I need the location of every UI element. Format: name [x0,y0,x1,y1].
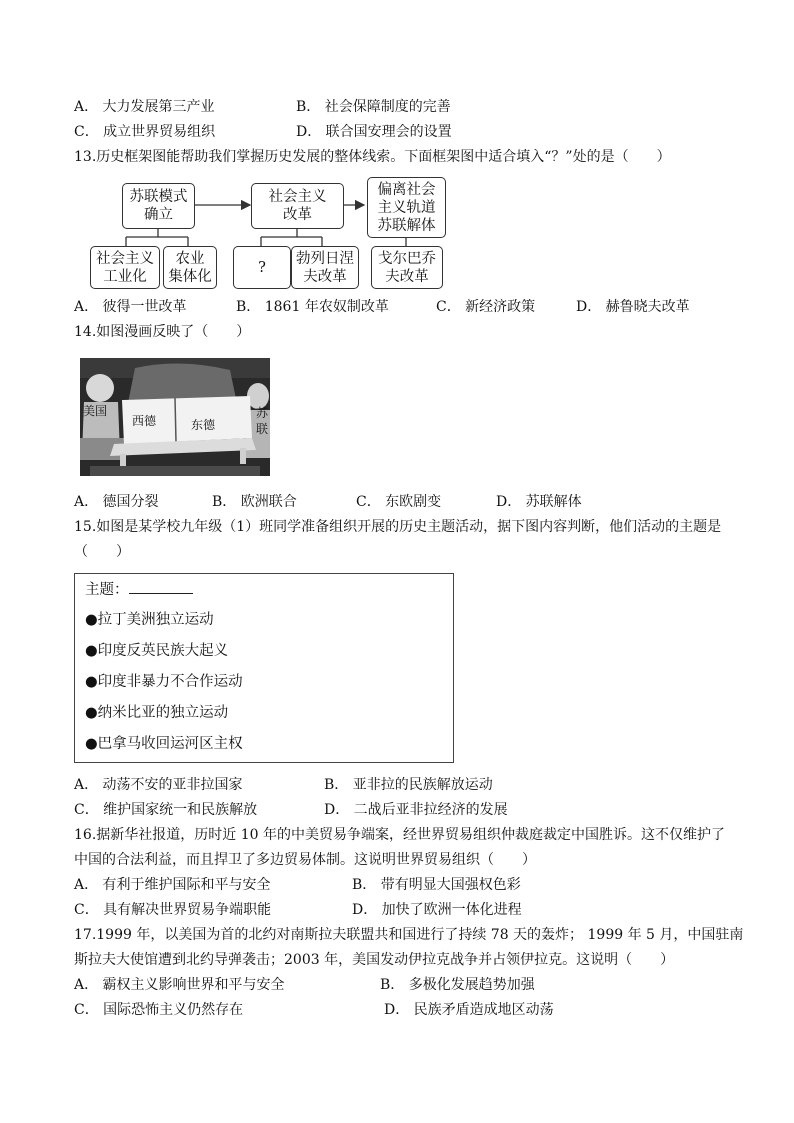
q13-option-d: D． 赫鲁晓夫改革 [576,299,690,315]
box-unknown: ? [233,246,291,289]
box-industrialization: 社会主义 工业化 [90,246,160,289]
box-gorbachev-reform: 戈尔巴乔 夫改革 [371,246,443,289]
q15-option-c: C． 维护国家统一和民族解放 [74,802,258,818]
q13-option-a: A． 彼得一世改革 [74,299,187,315]
box-deviation-collapse: 偏离社会 主义轨道 苏联解体 [367,177,446,238]
theme-blank [129,579,193,594]
q14-option-c: C． 东欧剧变 [356,494,442,510]
q16-option-d: D． 加快了欧洲一体化进程 [352,902,522,918]
box-brezhnev-reform: 勃列日涅 夫改革 [291,246,359,289]
q15-stem-line2: （ ） [74,544,130,560]
q14-cartoon-image [80,358,270,476]
cartoon-label-west-germany: 西德 [132,414,157,428]
cartoon-label-east-germany: 东德 [191,418,216,432]
q17-option-b: B． 多极化发展趋势加强 [380,977,535,993]
q14-stem: 14.如图漫画反映了（ ） [74,324,251,340]
q17-option-a: A． 霸权主义影响世界和平与安全 [74,977,285,993]
q14-option-d: D． 苏联解体 [496,494,582,510]
theme-item: ●印度非暴力不合作运动 [85,674,243,690]
q17-option-d: D． 民族矛盾造成地区动荡 [384,1002,554,1018]
cartoon-label-ussr-2: 联 [256,422,269,436]
q16-stem-line2: 中国的合法利益，而且捍卫了多边贸易体制。这说明世界贸易组织（ ） [74,852,536,868]
q13-option-c: C． 新经济政策 [436,299,536,315]
q12-option-b: B． 社会保障制度的完善 [296,99,451,115]
q16-option-b: B． 带有明显大国强权色彩 [352,877,521,893]
q15-theme-box [74,573,454,763]
q13-option-b: B． 1861 年农奴制改革 [236,299,389,315]
q16-option-c: C． 具有解决世界贸易争端职能 [74,902,272,918]
q14-option-a: A． 德国分裂 [74,494,159,510]
q12-option-a: A． 大力发展第三产业 [74,99,215,115]
cartoon-label-ussr-1: 苏 [256,406,269,420]
q14-option-b: B． 欧洲联合 [212,494,297,510]
q16-stem-line1: 16.据新华社报道，历时近 10 年的中美贸易争端案，经世界贸易组织仲裁庭裁定中国胜诉。这不仅维护了 [74,827,725,843]
theme-item: ●拉丁美洲独立运动 [85,612,214,628]
q16-option-a: A． 有利于维护国际和平与安全 [74,877,271,893]
cartoon-illustration [80,358,270,476]
q15-option-d: D． 二战后亚非拉经济的发展 [324,802,508,818]
q15-option-b: B． 亚非拉的民族解放运动 [324,777,493,793]
q17-stem-line2: 斯拉夫大使馆遭到北约导弹袭击；2003 年，美国发动伊拉克战争并占领伊拉克。这说明（ ） [74,952,675,968]
box-collectivization: 农业 集体化 [163,246,217,289]
theme-item: ●纳米比亚的独立运动 [85,705,229,721]
theme-item: ●印度反英民族大起义 [85,643,229,659]
q17-stem-line1: 17.1999 年，以美国为首的北约对南斯拉夫联盟共和国进行了持续 78 天的轰炸； 1999 年 5 月，中国驻南 [74,927,744,943]
box-socialist-reform: 社会主义 改革 [251,183,344,229]
theme-item: ●巴拿马收回运河区主权 [85,736,243,752]
q17-option-c: C． 国际恐怖主义仍然存在 [74,1002,244,1018]
q15-option-a: A． 动荡不安的亚非拉国家 [74,777,243,793]
q12-option-c: C． 成立世界贸易组织 [74,124,216,140]
q15-stem-line1: 15.如图是某学校九年级（1）班同学准备组织开展的历史主题活动，据下图内容判断，他们活动的主题是 [74,519,722,535]
q12-option-d: D． 联合国安理会的设置 [296,124,452,140]
cartoon-label-usa: 美国 [83,404,108,418]
theme-title: 主题： [85,578,193,599]
q13-stem: 13.历史框架图能帮助我们掌握历史发展的整体线索。下面框架图中适合填入“？”处的是（ ） [74,149,671,165]
box-soviet-model: 苏联模式 确立 [122,183,195,229]
